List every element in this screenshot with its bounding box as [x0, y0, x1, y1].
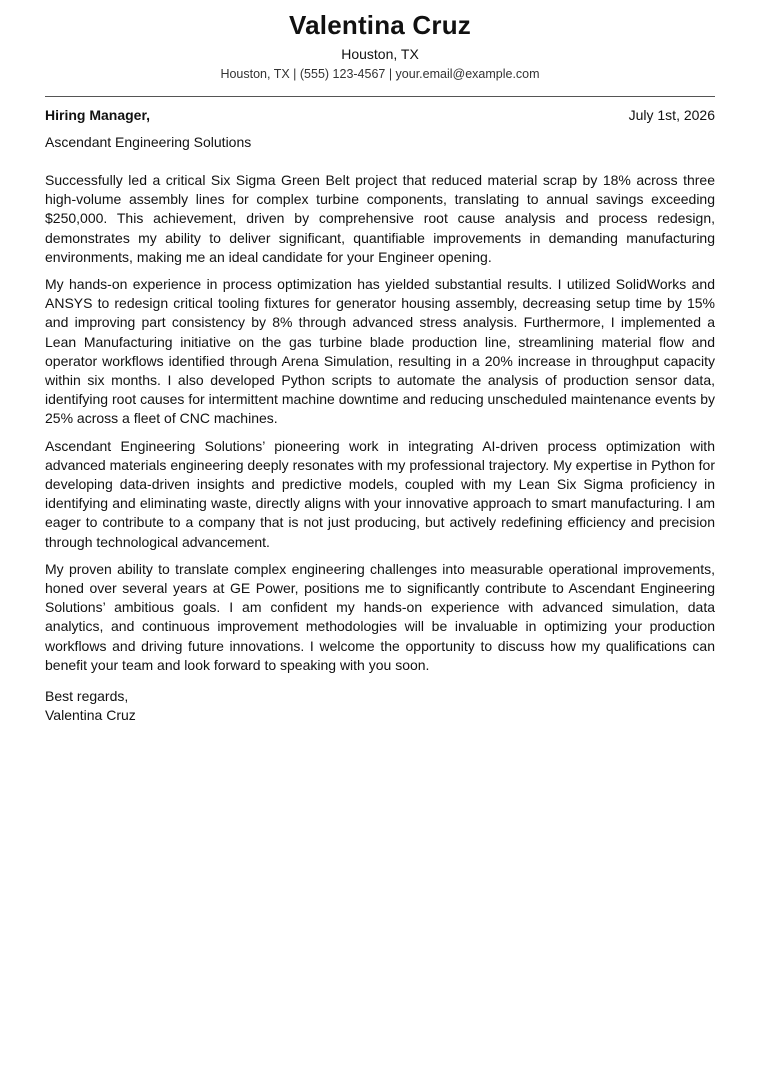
- applicant-location: Houston, TX: [341, 46, 419, 62]
- body-paragraph-3: Ascendant Engineering Solutions’ pioneering work in integrating AI-driven process optimization with advanced materials engineering deeply resonates with my professional trajectory. My expertise in Python for developing data-driven insights and predictive models, coupled with my Lean Six Sigma proficiency in identifying and eliminating waste, directly aligns with your innovative approach to smart manufacturing. I am eager to contribute to a company that is not just producing, but actively redefining efficiency and precision through technological advancement.: [45, 437, 715, 550]
- body-paragraph-2: My hands-on experience in process optimization has yielded substantial results. I utilized SolidWorks and ANSYS to redesign critical tooling fixtures for generator housing assembly, decreasing setup time by 15% and improving part consistency by 8% through advanced stress analysis. Furthermore, I implemented a Lean Manufacturing initiative on the gas turbine blade production line, streamlining material flow and operator workflows identified through Arena Simulation, resulting in a 20% increase in throughput capacity within six months. I also developed Python scripts to automate the analysis of production sensor data, identifying root causes for intermittent machine downtime and reducing unscheduled maintenance events by 25% across a fleet of CNC machines.: [45, 276, 715, 427]
- letter-date: July 1st, 2026: [628, 107, 715, 123]
- recipient-greeting: Hiring Manager,: [45, 107, 151, 123]
- cover-letter: [45, 8, 715, 725]
- closing-salutation: Best regards,: [45, 688, 129, 705]
- recipient-company: Ascendant Engineering Solutions: [45, 134, 252, 150]
- letter-body: [45, 171, 715, 675]
- body-paragraph-1: Successfully led a critical Six Sigma Green Belt project that reduced material scrap by 18% across three high-volume assembly lines for complex turbine components, translating to annual savings exceeding $250,000. This achievement, driven by comprehensive root cause analysis and process redesign, demonstrates my ability to deliver significant, quantifiable improvements in demanding manufacturing environments, making me an ideal candidate for your Engineer opening.: [45, 172, 715, 265]
- letter-header: [45, 8, 715, 83]
- recipient-date-row: [45, 105, 715, 125]
- header-divider: [45, 96, 715, 97]
- body-paragraph-4: My proven ability to translate complex engineering challenges into measurable operational improvements, honed over several years at GE Power, positions me to significantly contribute to Ascendant Engineering Solutions’ ambitious goals. I am confident my hands-on experience with advanced simulation, data analytics, and continuous improvement methodologies will be invaluable in optimizing your production workflows and driving future innovations. I welcome the opportunity to discuss how my qualifications can benefit your team and look forward to speaking with you soon.: [45, 560, 715, 673]
- applicant-name: Valentina Cruz: [289, 10, 471, 40]
- letter-closing: [45, 687, 715, 725]
- applicant-contact-line: Houston, TX | (555) 123-4567 | your.email@example.com: [220, 67, 540, 81]
- closing-signature: Valentina Cruz: [45, 707, 136, 724]
